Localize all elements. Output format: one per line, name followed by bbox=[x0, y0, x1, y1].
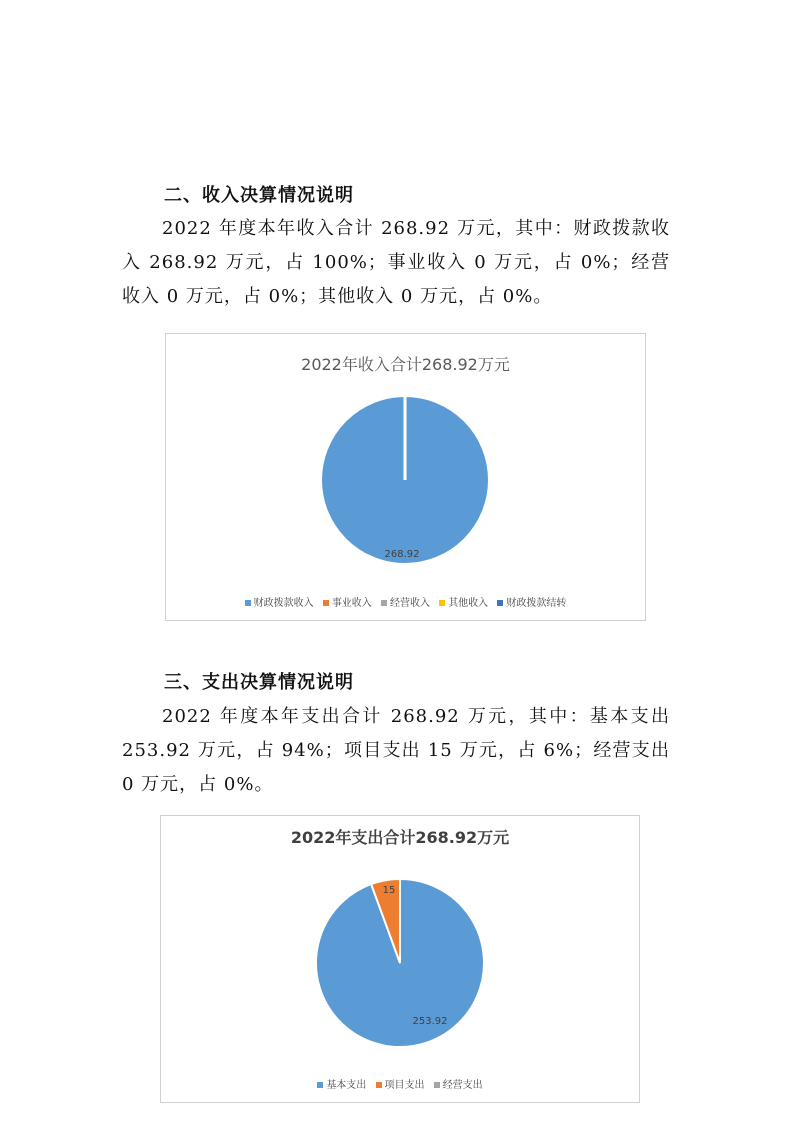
expense-legend bbox=[161, 1076, 639, 1091]
legend-item-qita bbox=[439, 594, 488, 609]
legend-swatch bbox=[381, 600, 387, 606]
legend-label: 财政拨款结转 bbox=[506, 598, 567, 609]
legend-swatch bbox=[245, 600, 251, 606]
income-chart bbox=[165, 333, 646, 621]
legend-swatch bbox=[497, 600, 503, 606]
pie-data-label: 268.92 bbox=[384, 549, 420, 560]
pie-data-label: 253.92 bbox=[412, 1016, 448, 1027]
legend-item-jingying bbox=[381, 594, 430, 609]
legend-label: 经营收入 bbox=[390, 598, 430, 609]
legend-item-jiezhuan bbox=[497, 594, 566, 609]
legend-item-jiben bbox=[317, 1076, 366, 1091]
income-legend bbox=[166, 594, 645, 609]
legend-swatch bbox=[323, 600, 329, 606]
legend-label: 事业收入 bbox=[331, 598, 372, 609]
legend-item-shiye bbox=[323, 594, 372, 609]
section-heading-expense: 三、支出决算情况说明 bbox=[164, 672, 354, 693]
legend-label: 经营支出 bbox=[442, 1080, 483, 1091]
legend-label: 其他收入 bbox=[448, 598, 489, 609]
legend-label: 财政拨款收入 bbox=[253, 598, 314, 609]
income-chart-title: 2022年收入合计268.92万元 bbox=[301, 355, 510, 374]
legend-swatch bbox=[434, 1082, 440, 1088]
pie-data-label: 15 bbox=[382, 885, 396, 896]
income-paragraph: 2022 年度本年收入合计 268.92 万元，其中：财政拨款收入 268.92 万元，占 100%；事业收入 0 万元，占 0%；经营收入 0 万元，占 0%；其他收入 0 万元，占 0%。 bbox=[122, 218, 670, 307]
legend-label: 项目支出 bbox=[384, 1080, 425, 1091]
expense-paragraph: 2022 年度本年支出合计 268.92 万元，其中：基本支出 253.92 万元，占 94%；项目支出 15 万元，占 6%；经营支出 0 万元，占 0%。 bbox=[122, 706, 670, 795]
legend-label: 基本支出 bbox=[326, 1080, 367, 1091]
legend-item-xiangmu bbox=[376, 1076, 425, 1091]
legend-item-jingying-zhichu bbox=[434, 1076, 483, 1091]
section-heading-income: 二、收入决算情况说明 bbox=[164, 185, 354, 206]
legend-item-caizheng bbox=[245, 594, 314, 609]
expense-chart bbox=[160, 815, 640, 1103]
income-pie bbox=[166, 334, 645, 620]
legend-swatch bbox=[439, 600, 445, 606]
legend-swatch bbox=[376, 1082, 382, 1088]
expense-pie bbox=[161, 816, 639, 1102]
legend-swatch bbox=[317, 1082, 323, 1088]
expense-chart-title: 2022年支出合计268.92万元 bbox=[290, 828, 510, 847]
